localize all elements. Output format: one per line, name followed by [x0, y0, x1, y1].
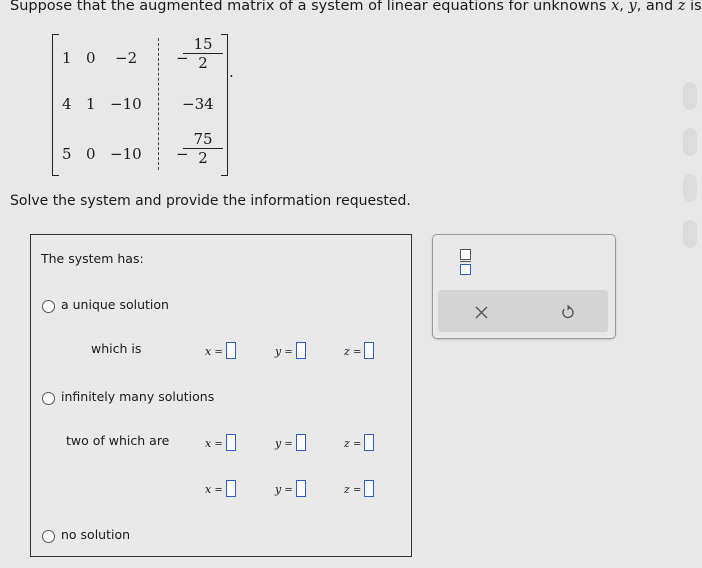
unique-x-input[interactable] — [226, 342, 236, 359]
inf2-z-input[interactable] — [364, 480, 374, 497]
inf2-x-input[interactable] — [226, 480, 236, 497]
augment-divider — [158, 38, 159, 170]
unique-z-input[interactable] — [364, 342, 374, 359]
m-r3c2: 0 — [86, 145, 96, 163]
label-two-of-which: two of which are — [66, 433, 170, 448]
m-r3c1: 5 — [62, 145, 72, 163]
m-r1c3: −2 — [115, 49, 138, 67]
fraction-icon[interactable] — [460, 249, 471, 275]
side-tab-2[interactable] — [683, 128, 697, 156]
question-text: Suppose that the augmented matrix of a system of linear equations for unknowns x, y, and z is — [10, 0, 702, 14]
unique-z: z = — [344, 342, 374, 359]
undo-icon[interactable] — [555, 300, 579, 324]
var-x: x — [611, 0, 620, 14]
m-r2c1: 4 — [62, 95, 72, 113]
m-r1-aug: $\frac{15}{2}$ — [183, 35, 223, 72]
label-no-solution: no solution — [61, 527, 131, 542]
m-r3c3: −10 — [110, 145, 142, 163]
matrix-period: . — [229, 63, 234, 81]
inf1-z-input[interactable] — [364, 434, 374, 451]
m-r2-aug: −34 — [182, 95, 214, 113]
toolbar-action-bar — [438, 290, 608, 332]
answer-panel — [30, 234, 412, 557]
side-tab-1[interactable] — [683, 82, 697, 110]
inf2-y-input[interactable] — [296, 480, 306, 497]
m-r2c3: −10 — [110, 95, 142, 113]
m-r1c1: 1 — [62, 49, 72, 67]
instruction-text: Solve the system and provide the information requested. — [10, 193, 411, 209]
label-which-is: which is — [91, 341, 142, 356]
var-z: z — [677, 0, 686, 14]
matrix-left-bracket — [52, 34, 59, 176]
augmented-matrix — [52, 34, 236, 176]
inf2-z: z = — [344, 480, 374, 497]
inf2-x: x = — [205, 480, 236, 497]
answer-heading: The system has: — [41, 251, 144, 266]
inf1-y: y = — [275, 434, 306, 451]
inf1-x: x = — [205, 434, 236, 451]
label-infinite-solutions: infinitely many solutions — [61, 389, 215, 404]
inf1-x-input[interactable] — [226, 434, 236, 451]
math-toolbar — [432, 234, 616, 339]
inf1-z: z = — [344, 434, 374, 451]
close-icon[interactable] — [469, 300, 493, 324]
m-r2c2: 1 — [86, 95, 96, 113]
inf2-y: y = — [275, 480, 306, 497]
radio-no-solution[interactable] — [42, 530, 55, 543]
side-tab-3[interactable] — [683, 174, 697, 202]
radio-unique-solution[interactable] — [42, 300, 55, 313]
radio-infinite-solutions[interactable] — [42, 392, 55, 405]
m-r1-aug-sign: − — [176, 49, 189, 67]
var-y: y — [628, 0, 637, 14]
m-r1c2: 0 — [86, 49, 96, 67]
side-tab-4[interactable] — [683, 220, 697, 248]
m-r3-aug: $\frac{75}{2}$ — [183, 130, 223, 167]
unique-y: y = — [275, 342, 306, 359]
inf1-y-input[interactable] — [296, 434, 306, 451]
unique-y-input[interactable] — [296, 342, 306, 359]
label-unique-solution: a unique solution — [61, 297, 169, 312]
m-r3-aug-sign: − — [176, 145, 189, 163]
unique-x: x = — [205, 342, 236, 359]
